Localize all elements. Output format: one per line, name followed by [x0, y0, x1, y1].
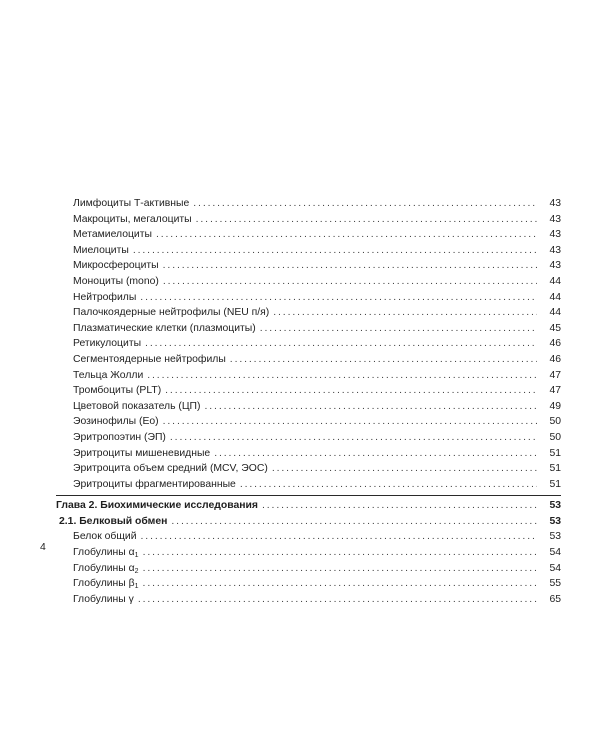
leader-dots: [140, 290, 537, 306]
toc-chapter-page: 53: [549, 500, 561, 512]
toc-chapter-label: Глава 2. Биохимические исследования: [56, 500, 258, 512]
toc-entry-page: 43: [549, 213, 561, 225]
toc-entry-label: Эритроциты фрагментированные: [73, 478, 236, 490]
toc-entry-page: 65: [549, 593, 561, 605]
toc-entry: [56, 321, 561, 337]
leader-dots: [143, 545, 537, 561]
toc-entry: [56, 196, 561, 212]
leader-dots: [193, 196, 537, 212]
toc-entry-label-subscript: 2: [134, 567, 139, 575]
leader-dots: [141, 529, 537, 545]
leader-dots: [205, 399, 538, 415]
toc-entry-label: Метамиелоциты: [73, 229, 152, 241]
toc-entry-label: Плазматические клетки (плазмоциты): [73, 322, 256, 334]
toc-entry-page: 44: [549, 275, 561, 287]
toc-entry-page: 54: [549, 562, 561, 574]
toc-entry: [56, 399, 561, 415]
leader-dots: [272, 461, 537, 477]
leader-dots: [138, 592, 537, 608]
toc-entry-page: 51: [549, 463, 561, 475]
leader-dots: [133, 243, 537, 259]
toc-entry-page: 55: [549, 578, 561, 590]
toc-entry-page: 43: [549, 244, 561, 256]
toc-entry-page: 43: [549, 229, 561, 241]
toc-entry: [56, 592, 561, 608]
toc-entry-label: Тромбоциты (PLT): [73, 385, 162, 397]
toc-entry-label-base: Глобулины β: [73, 578, 135, 590]
leader-dots: [273, 305, 537, 321]
toc-entry: [56, 414, 561, 430]
page-number: 4: [40, 542, 46, 553]
toc-entry-page: 51: [549, 447, 561, 459]
toc-entry: [56, 446, 561, 462]
toc-entry-page: 49: [549, 400, 561, 412]
toc-entry-label: Микросфероциты: [73, 260, 159, 272]
leader-dots: [145, 336, 537, 352]
toc-entry-label: Эритроциты мишеневидные: [73, 447, 211, 459]
toc-entry: [56, 274, 561, 290]
leader-dots: [230, 352, 537, 368]
toc-entry: [56, 461, 561, 477]
toc-entry: [56, 529, 561, 545]
toc-entry: [56, 561, 561, 577]
toc-entry-page: 50: [549, 416, 561, 428]
toc-entry: [56, 576, 561, 592]
leader-dots: [163, 274, 537, 290]
toc-entry-page: 44: [549, 307, 561, 319]
toc-entry-label: Эритропоэтин (ЭП): [73, 431, 166, 443]
toc-entry: [56, 243, 561, 259]
toc-entry-label: [73, 561, 139, 577]
toc-entry-label: Миелоциты: [73, 244, 129, 256]
toc-entry: [56, 305, 561, 321]
toc-entry-label: [73, 545, 139, 561]
toc-entry-page: 47: [549, 385, 561, 397]
leader-dots: [147, 368, 537, 384]
toc-entry: [56, 383, 561, 399]
toc-entry-label: Макроциты, мегалоциты: [73, 213, 192, 225]
toc-entry-page: 44: [549, 291, 561, 303]
toc-entry-label: Глобулины γ: [73, 593, 134, 605]
toc-entry-label: Белок общий: [73, 531, 137, 543]
toc-chapter: [56, 498, 561, 514]
leader-dots: [163, 414, 537, 430]
toc-entry-label: Моноциты (mono): [73, 275, 159, 287]
toc-entry: [56, 258, 561, 274]
toc-entry-label-base: Глобулины α: [73, 547, 135, 559]
toc-entry-page: 53: [549, 531, 561, 543]
toc-entry-page: 51: [549, 478, 561, 490]
toc-entry-label: Цветовой показатель (ЦП): [73, 400, 201, 412]
toc-entry-label: [73, 576, 139, 592]
toc-entry-label: Палочкоядерные нейтрофилы (NEU п/я): [73, 307, 270, 319]
toc-entry-label: Эозинофилы (Eo): [73, 416, 159, 428]
toc-section: [56, 514, 561, 530]
leader-dots: [163, 258, 537, 274]
toc-entry-label: Эритроцита объем средний (MCV, ЭОС): [73, 463, 268, 475]
toc-entry-label-subscript: 1: [134, 552, 139, 560]
toc-entry-page: 47: [549, 369, 561, 381]
leader-dots: [262, 498, 537, 514]
leader-dots: [156, 227, 537, 243]
toc-entry: [56, 290, 561, 306]
toc-entry-page: 46: [549, 353, 561, 365]
toc-entry: [56, 227, 561, 243]
leader-dots: [171, 514, 537, 530]
toc-section-page: 53: [549, 515, 561, 527]
leader-dots: [143, 576, 537, 592]
toc-entry-label: Сегментоядерные нейтрофилы: [73, 353, 226, 365]
leader-dots: [170, 430, 537, 446]
toc-entry-label: Лимфоциты Т-активные: [73, 198, 190, 209]
toc-entry: [56, 477, 561, 493]
toc-entry: [56, 352, 561, 368]
table-of-contents: [56, 196, 561, 607]
toc-section-label: 2.1. Белковый обмен: [59, 515, 168, 527]
divider: [56, 495, 561, 496]
toc-entry: [56, 336, 561, 352]
leader-dots: [260, 321, 537, 337]
toc-entry-label: Тельца Жолли: [73, 369, 144, 381]
toc-entry-page: 43: [549, 198, 561, 209]
toc-entry-label-base: Глобулины α: [73, 562, 135, 574]
toc-entry-label: Ретикулоциты: [73, 338, 142, 350]
toc-entry: [56, 430, 561, 446]
toc-entry-page: 45: [549, 322, 561, 334]
toc-entry: [56, 368, 561, 384]
toc-entry-label-subscript: 1: [134, 583, 139, 591]
toc-entry-page: 43: [549, 260, 561, 272]
toc-entry: [56, 212, 561, 228]
leader-dots: [196, 212, 537, 228]
toc-entry: [56, 545, 561, 561]
toc-entry-label: Нейтрофилы: [73, 291, 137, 303]
toc-entry-page: 50: [549, 431, 561, 443]
toc-entry-page: 46: [549, 338, 561, 350]
leader-dots: [143, 561, 537, 577]
leader-dots: [165, 383, 537, 399]
leader-dots: [214, 446, 537, 462]
toc-entry-page: 54: [549, 547, 561, 559]
leader-dots: [240, 477, 537, 493]
